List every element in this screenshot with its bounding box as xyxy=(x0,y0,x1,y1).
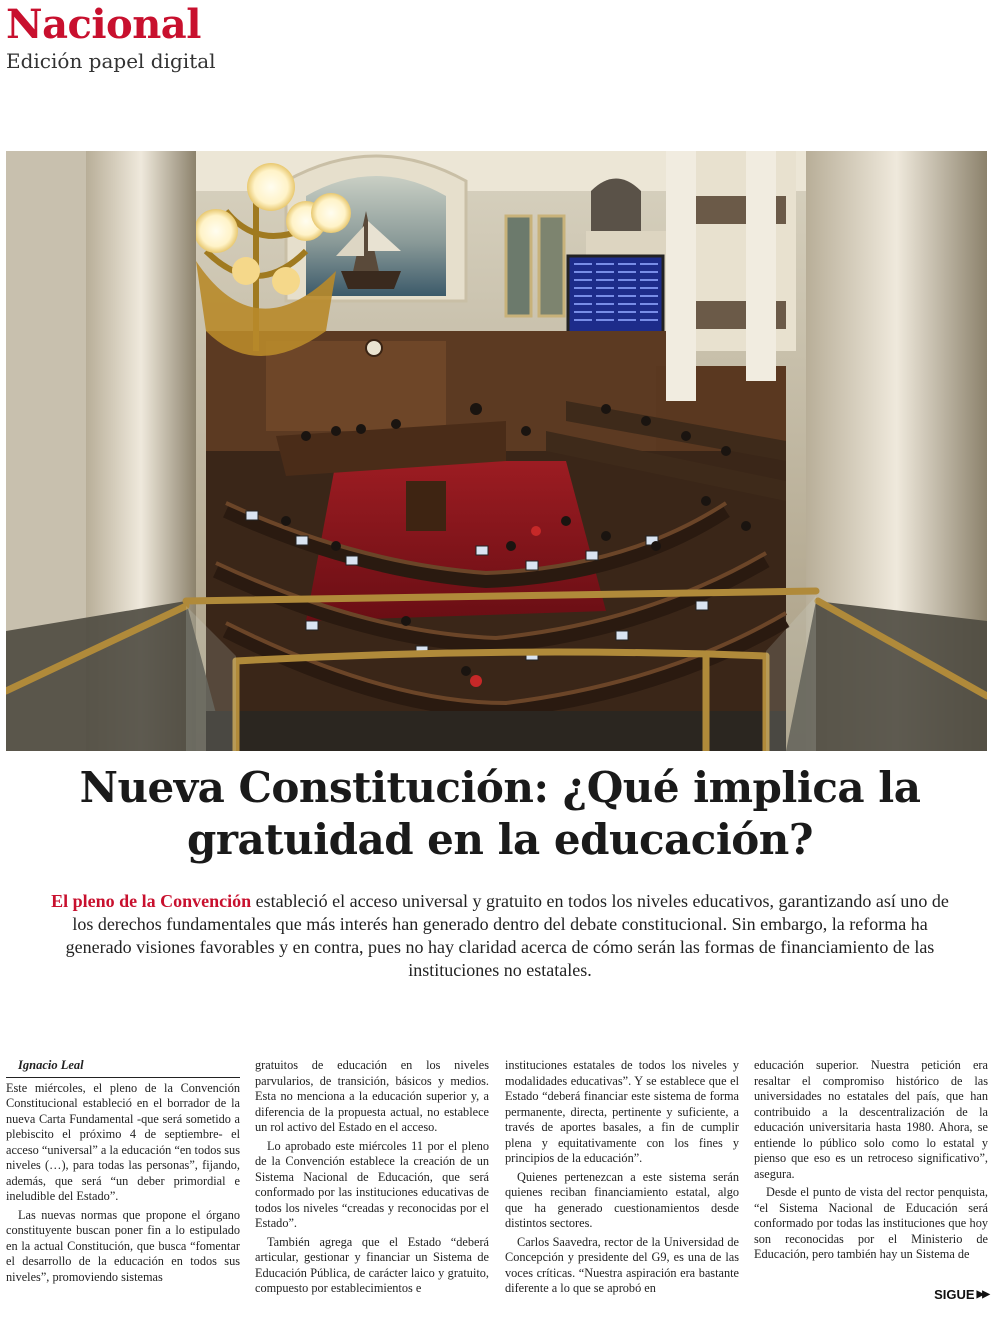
paragraph: instituciones estatales de todos los niveles y modalidades educativas”. Y se establece que el Estado “deberá financiar este sistema de forma permanente, directa, pertinente y suficiente, a través de aportes basales, a fin de cumplir plena y equitativamente con los fines y principios de la educación”. xyxy=(505,1058,739,1165)
article-column-2 xyxy=(255,1058,489,1298)
headline-line-1: Nueva Constitución: ¿Qué implica la xyxy=(79,763,921,812)
headline-line-2: gratuidad en la educación? xyxy=(187,815,813,864)
lead-text: estableció el acceso universal y gratuito en todos los niveles educativos, garantizando así uno de los derechos fundamentales que más interés han generado dentro del debate constitucional. Sin embargo, la reforma ha generado visiones favorables y en contra, pues no hay claridad acerca de cómo serán las formas de financiamiento de las instituciones no estatales. xyxy=(65,891,949,980)
double-arrow-right-icon: ▶▶ xyxy=(976,1289,988,1300)
paragraph: Lo aprobado este miércoles 11 por el pleno de la Convención establece la creación de un Sistema Nacional de Educación, que será conformado por las instituciones educativas de todos los niveles “creadas y reconocidas por el Estado”. xyxy=(255,1138,489,1230)
paragraph: Quienes pertenezcan a este sistema serán quienes reciban financiamiento estatal, algo que ha generado cuestionamientos desde distintos sectores. xyxy=(505,1169,739,1230)
paragraph: Las nuevas normas que propone el órgano constituyente buscan poner fin a lo estipulado en la actual Constitución, que busca “fomentar el desarrollo de la educación en todos sus niveles”, promoviendo sistemas xyxy=(6,1207,240,1284)
paragraph: Carlos Saavedra, rector de la Universidad de Concepción y presidente del G9, es una de las voces críticas. “Nuestra aspiración era bastante diferente a lo que se aprobó en xyxy=(505,1234,739,1295)
paragraph: gratuitos de educación en los niveles parvularios, de transición, básicos y medios. Esta no menciona a la educación superior y, a diferencia de la propuesta actual, no establece un rol activo del Estado en el acceso. xyxy=(255,1058,489,1134)
lead-kicker: El pleno de la Convención xyxy=(51,891,252,911)
article-column-4 xyxy=(754,1058,988,1298)
byline: Ignacio Leal xyxy=(6,1058,240,1078)
paragraph: También agrega que el Estado “deberá articular, gestionar y financiar un Sistema de Educación Pública, de carácter laico y gratuito, compuesto por establecimientos e xyxy=(255,1234,489,1295)
paragraph: Desde el punto de vista del rector penquista, “el Sistema Nacional de Educación será conformado por todas las instituciones que hoy son reconocidas por el Ministerio de Educación, pero también hay un Sistema de xyxy=(754,1185,988,1261)
paragraph: educación superior. Nuestra petición era resaltar el compromiso histórico de las universidades no estatales del país, que han contribuido a la descentralización de la educación universitaria hasta 1980. Ahora, se entiende lo público solo como lo estatal y pienso que eso es un retroceso significativo”, asegura. xyxy=(754,1058,988,1181)
article-column-1 xyxy=(6,1058,240,1298)
continue-link[interactable] xyxy=(934,1287,988,1302)
article-column-3 xyxy=(505,1058,739,1298)
paragraph: Este miércoles, el pleno de la Convención Constitucional estableció en el borrador de la nueva Carta Fundamental -que será sometido a plebiscito el próximo 4 de septiembre- el acceso “universal” a la educación “en todos sus niveles (…), para todas las personas”, fijando, además, que será “un deber primordial e ineludible del Estado”. xyxy=(6,1080,240,1203)
edition-label: Edición papel digital xyxy=(6,49,216,73)
continue-label: SIGUE xyxy=(934,1287,975,1302)
section-title: Nacional xyxy=(6,1,201,48)
convention-hall-photo xyxy=(6,151,987,751)
article-lead xyxy=(50,890,950,982)
article-headline xyxy=(20,762,980,866)
